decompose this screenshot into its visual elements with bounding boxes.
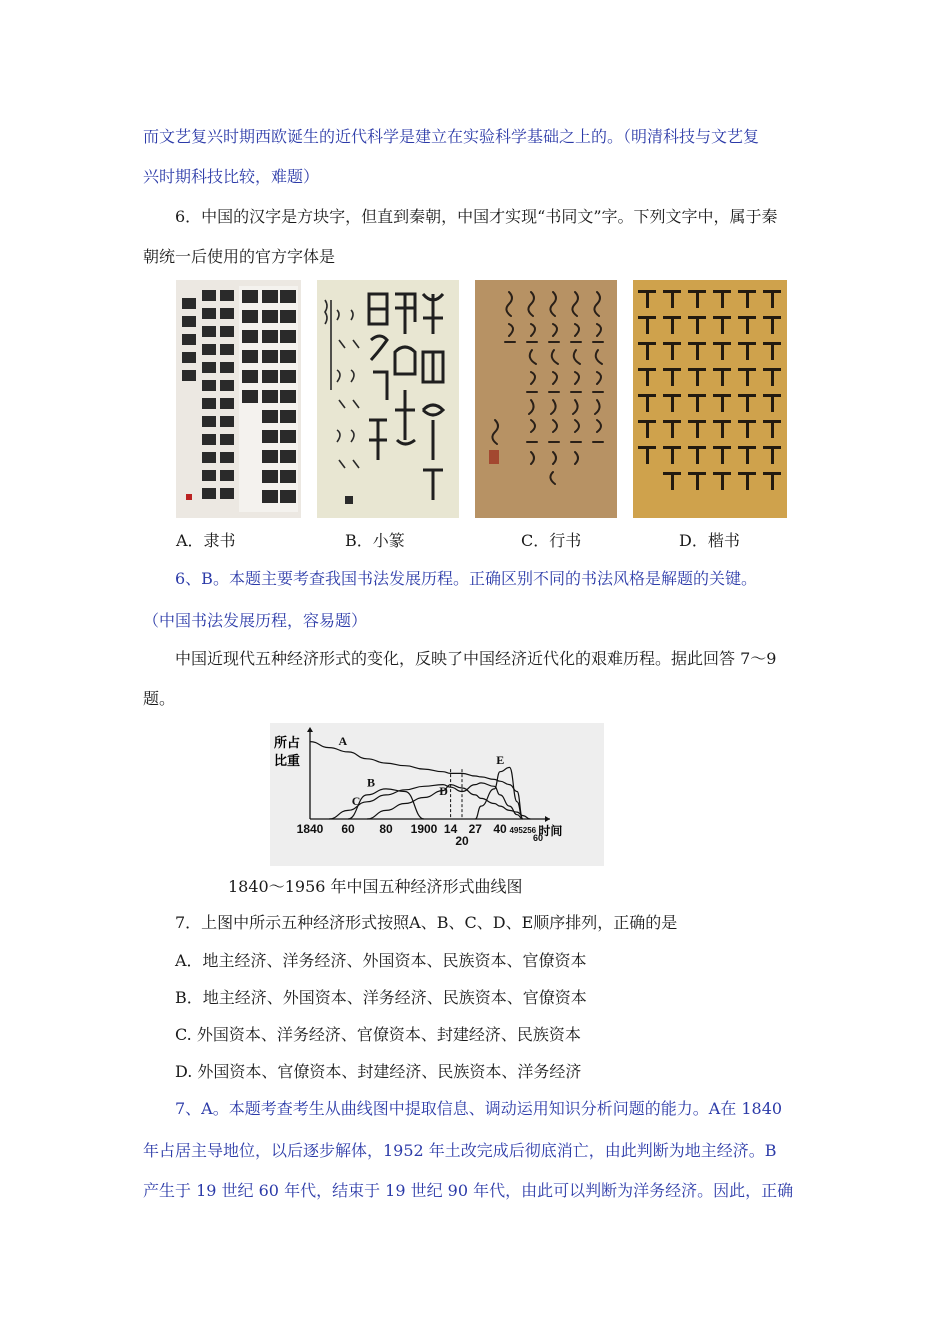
- series-label-E: E: [496, 752, 505, 767]
- series-label-B: B: [367, 775, 376, 790]
- option-7-b: B．地主经济、外国资本、洋务经济、民族资本、官僚资本: [175, 988, 587, 1007]
- answer-7-line-1: 7、A。本题考查考生从曲线图中提取信息、调动运用知识分析问题的能力。A在 1840: [175, 1099, 783, 1118]
- x-tick-label: 1900: [410, 822, 438, 836]
- economy-curve-chart: [270, 723, 604, 866]
- option-7-a: A．地主经济、洋务经济、外国资本、民族资本、官僚资本: [175, 951, 587, 970]
- y-label-line: 所占: [274, 736, 301, 751]
- x-tick-label: 27: [468, 822, 482, 836]
- x-tick-label: 40: [493, 822, 507, 836]
- chart-reference-lines: [451, 769, 462, 819]
- y-axis-arrow: [307, 727, 313, 732]
- intro-7-9-line-2: 题。: [143, 689, 176, 708]
- y-label-line: 比重: [274, 754, 301, 769]
- x-tick-label: 60: [532, 833, 544, 843]
- calligraphy-image-b: [317, 280, 459, 518]
- series-label-C: C: [351, 794, 361, 809]
- calligraphy-image-a: [176, 280, 301, 518]
- chart-x-label: 时间: [538, 824, 563, 838]
- x-tick-label: 495256: [509, 826, 537, 835]
- answer-6-line-2: （中国书法发展历程，容易题）: [143, 611, 368, 630]
- question-7: 7．上图中所示五种经济形式按照A、B、C、D、E顺序排列，正确的是: [175, 913, 678, 932]
- option-7-d: D. 外国资本、官僚资本、封建经济、民族资本、洋务经济: [175, 1062, 582, 1081]
- option-7-c: C. 外国资本、洋务经济、官僚资本、封建经济、民族资本: [175, 1025, 581, 1044]
- answer-7-line-2: 年占居主导地位，以后逐步解体，1952 年土改完成后彻底消亡，由此判断为地主经济。B: [143, 1141, 777, 1160]
- x-tick-label: 80: [379, 822, 393, 836]
- question-6-line-1: 6．中国的汉字是方块字，但直到秦朝，中国才实现“书同文”字。下列文字中，属于秦: [175, 207, 778, 226]
- series-label-A: A: [338, 734, 348, 749]
- answer-6-line-1: 6、B。本题主要考查我国书法发展历程。正确区别不同的书法风格是解题的关键。: [175, 569, 757, 588]
- question-6-line-2: 朝统一后使用的官方字体是: [143, 247, 336, 266]
- series-line-E: [475, 767, 523, 819]
- intro-7-9-line-1: 中国近现代五种经济形式的变化，反映了中国经济近代化的艰难历程。据此回答 7～9: [175, 649, 777, 668]
- answer-continuation-line-2: 兴时期科技比较，难题）: [143, 167, 320, 186]
- calligraphy-image-c: [475, 280, 617, 518]
- x-tick-label: 20: [455, 834, 469, 848]
- x-tick-label: 1840: [296, 822, 324, 836]
- x-tick-label: 14: [443, 822, 458, 836]
- chart-caption: 1840～1956 年中国五种经济形式曲线图: [228, 877, 523, 896]
- option-6-b: B．小篆: [345, 531, 405, 550]
- chart-svg: [270, 723, 604, 866]
- calligraphy-image-d: [633, 280, 787, 518]
- answer-continuation-line-1: 而文艺复兴时期西欧诞生的近代科学是建立在实验科学基础之上的。（明清科技与文艺复: [143, 127, 760, 146]
- x-axis-arrow: [545, 816, 550, 822]
- option-6-d: D．楷书: [679, 531, 740, 550]
- series-line-A: [310, 742, 523, 819]
- answer-7-line-3: 产生于 19 世纪 60 年代，结束于 19 世纪 90 年代，由此可以判断为洋务经济。因此，正确: [143, 1181, 794, 1200]
- chart-y-label: [274, 735, 300, 769]
- x-tick-label: 60: [341, 822, 355, 836]
- option-6-a: A．隶书: [176, 531, 236, 550]
- chart-axes: [297, 727, 550, 848]
- option-6-c: C．行书: [521, 531, 582, 550]
- series-label-D: D: [439, 783, 448, 798]
